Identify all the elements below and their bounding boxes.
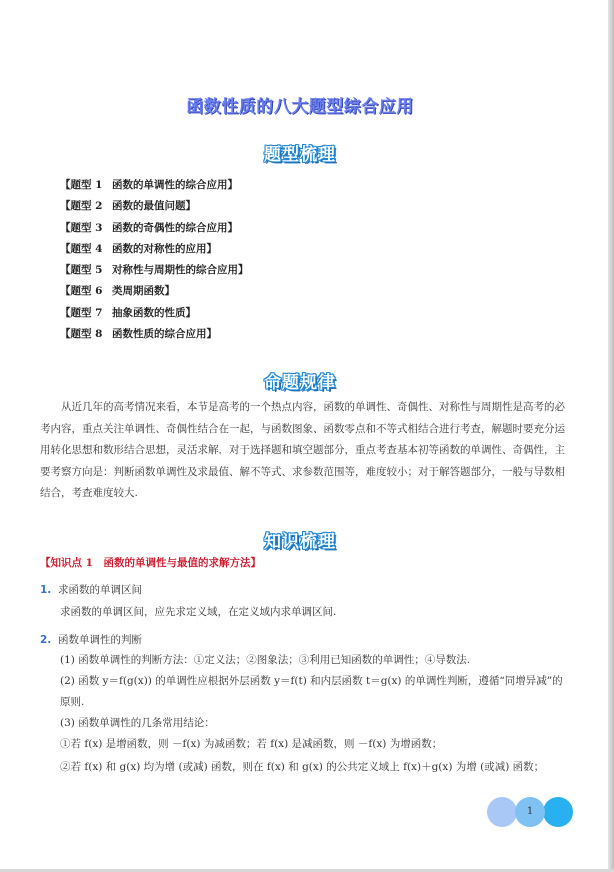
page-number: 1 [526, 806, 534, 817]
toc-item: 【题型 3 函数的奇偶性的综合应用】 [60, 221, 238, 234]
toc-item: 【题型 8 函数性质的综合应用】 [60, 328, 217, 341]
toc-item: 【题型 2 函数的最值问题】 [60, 200, 196, 213]
toc-item: 【题型 7 抽象函数的性质】 [60, 306, 196, 319]
toc-item: 【题型 5 对称性与周期性的综合应用】 [60, 264, 249, 277]
question-type-list [60, 175, 249, 345]
item-number: 2. [40, 634, 52, 646]
toc-item: 【题型 1 函数的单调性的综合应用】 [60, 179, 238, 191]
item-body: 求函数的单调区间，应先求定义域，在定义域内求单调区间. [60, 606, 337, 618]
body-line: (2) 函数 y＝f(g(x)) 的单调性应根据外层函数 y＝f(t) 和内层函数 t＝g(x) 的单调性判断，遵循“同增异减”的原则. [60, 675, 563, 708]
section-heading-question-types: 题型梳理 [264, 145, 336, 165]
page-edge-shadow [608, 0, 614, 872]
item-title: 函数单调性的判断 [58, 634, 142, 646]
page-number-badge [487, 797, 575, 827]
exam-pattern-paragraph: 从近几年的高考情况来看，本节是高考的一个热点内容，函数的单调性、奇偶性、对称性与周期性是高考的必考内容，重点关注单调性、奇偶性结合在一起，与函数图象、函数零点和不等式相结合进行考查，解题时要充分运用转化思想和数形结合思想，灵活求解．对于选择题和填空题部分，重点考查基本初等函数的单调性、奇偶性，主要考察方向是：判断函数单调性及求最值、解不等式、求参数范围等，难度较小；对于解答题部分，一般与导数相结合，考查难度较大. [40, 401, 565, 499]
knowledge-point-title: 【知识点 1 函数的单调性与最值的求解方法】 [40, 557, 261, 569]
toc-item: 【题型 6 类周期函数】 [60, 285, 175, 298]
body-line: (3) 函数单调性的几条常用结论： [60, 717, 215, 729]
body-line: ①若 f(x) 是增函数，则 －f(x) 为减函数；若 f(x) 是减函数，则 －f(x) 为增函数； [60, 738, 443, 750]
body-line: (1) 函数单调性的判断方法：①定义法；②图象法；③利用已知函数的单调性；④导数法. [60, 654, 471, 666]
badge-circle [487, 797, 517, 827]
item-number: 1. [40, 584, 52, 596]
body-line: ②若 f(x) 和 g(x) 均为增 (或减) 函数，则在 f(x) 和 g(x) 的公共定义域上 f(x)＋g(x) 为增 (或减) 函数； [60, 761, 545, 773]
badge-circle [543, 797, 573, 827]
list-item [40, 582, 142, 597]
list-item [40, 632, 142, 647]
section-heading-knowledge: 知识梳理 [264, 532, 336, 552]
document-title: 函数性质的八大题型综合应用 [186, 97, 414, 117]
section-heading-exam-patterns: 命题规律 [264, 373, 336, 393]
item-title: 求函数的单调区间 [58, 584, 142, 596]
toc-item: 【题型 4 函数的对称性的应用】 [60, 242, 217, 255]
